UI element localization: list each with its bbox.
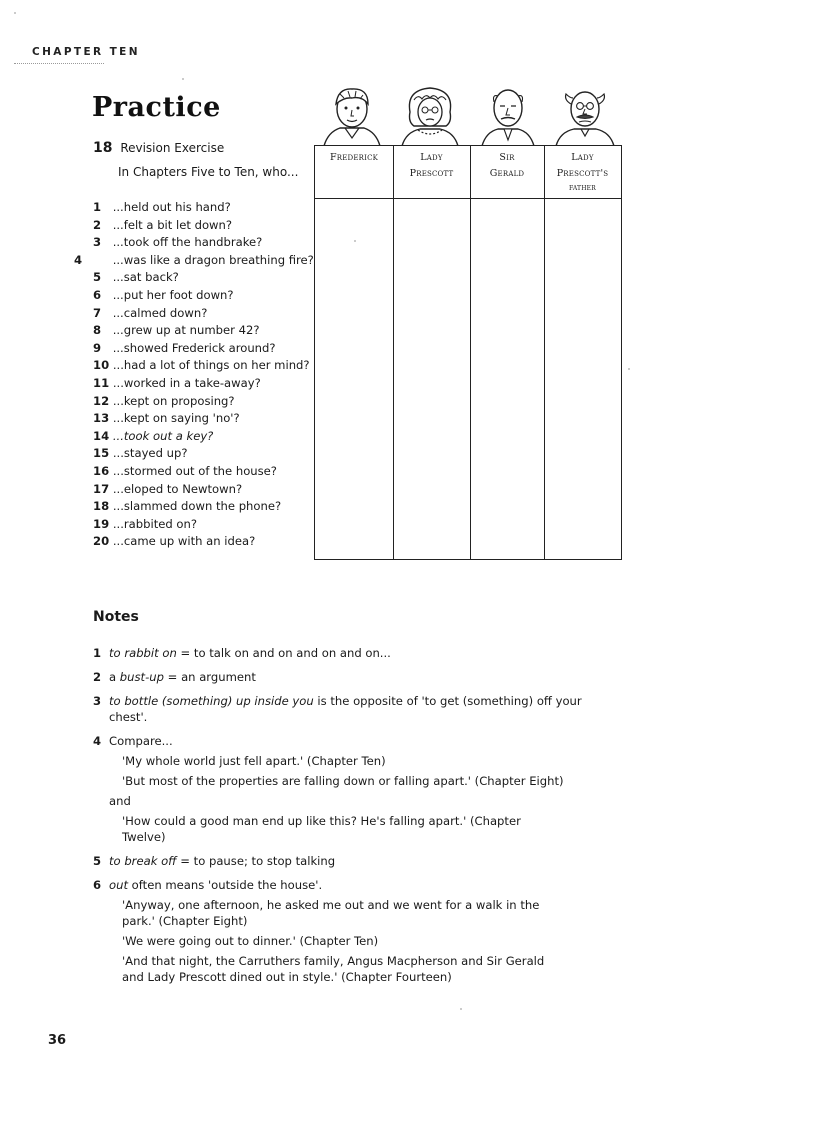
answer-cell-lady-prescott[interactable]: [394, 199, 470, 559]
answer-cell-sir-gerald[interactable]: [471, 199, 544, 559]
question-item: 3 ...took off the handbrake?: [93, 235, 263, 250]
question-item: 6 ...put her foot down?: [93, 287, 234, 302]
column-header-frederick: Frederick: [329, 152, 379, 163]
note-quote: 'But most of the properties are falling down or falling apart.' (Chapter Eight): [122, 774, 564, 788]
answer-cell-frederick[interactable]: [315, 199, 393, 559]
question-item: 19 ...rabbited on?: [93, 516, 198, 531]
note-item: 4 Compare... 'My whole world just fell apart.' (Chapter Ten) 'But most of the properties are falling down or falling apart.' (Chapter Eight) and 'How could a good man end up like this? He's falling apart.' (Chapter Twelve): [93, 733, 593, 845]
question-item: 7 ...calmed down?: [93, 305, 208, 320]
question-item: 17 ...eloped to Newtown?: [93, 481, 243, 496]
note-quote: 'And that night, the Carruthers family, Angus Macpherson and Sir Gerald and Lady Prescott dined out in style.' (Chapter Fourteen): [122, 954, 545, 984]
question-item: 11 ...worked in a take-away?: [93, 375, 261, 390]
note-item: 2 a bust-up = an argument: [93, 670, 256, 684]
question-list: [74, 199, 318, 551]
column-header-lady-prescott: Lady Prescott: [409, 152, 454, 179]
question-item: 15 ...stayed up?: [93, 446, 188, 461]
question-item: 8 ...grew up at number 42?: [93, 323, 260, 338]
note-quote: 'My whole world just fell apart.' (Chapter Ten): [122, 754, 386, 768]
column-header-sir-gerald: Sir Gerald: [489, 152, 525, 179]
question-item: 20 ...came up with an idea?: [93, 534, 256, 549]
exercise-intro: In Chapters Five to Ten, who...: [118, 165, 299, 179]
note-item: 1 to rabbit on = to talk on and on and on and on...: [93, 646, 391, 660]
character-portraits: [314, 82, 622, 146]
scan-speck: [354, 240, 356, 242]
question-item: 5 ...sat back?: [93, 270, 179, 285]
question-item: 2 ...felt a bit let down?: [93, 217, 233, 232]
note-item: 6 out often means 'outside the house'. 'Anyway, one afternoon, he asked me out and we went for a walk in the park.' (Chapter Eight) 'We were going out to dinner.' (Chapter Ten) 'And that night, the Carruthers family, Angus Macpherson and Sir Gerald and Lady Prescott dined out in style.' (Chapter Fourteen): [93, 877, 593, 985]
page-number: 36: [48, 1033, 67, 1048]
lady-prescotts-father-portrait-illustration: [550, 82, 620, 146]
question-item: 13 ...kept on saying 'no'?: [93, 411, 240, 426]
answer-cell-lady-prescotts-father[interactable]: [545, 199, 621, 559]
header-divider: [14, 63, 104, 65]
notes-title: Notes: [93, 609, 139, 625]
question-item: 1 ...held out his hand?: [93, 200, 231, 214]
scan-speck: [460, 1008, 462, 1010]
exercise-heading: [93, 140, 224, 156]
note-item: 5 to break off = to pause; to stop talking: [93, 854, 336, 868]
chapter-header: CHAPTER TEN: [32, 46, 140, 58]
scan-speck: [14, 12, 16, 14]
note-quote: 'Anyway, one afternoon, he asked me out and we went for a walk in the park.' (Chapter Eight): [122, 898, 540, 928]
frederick-portrait-illustration: [318, 82, 386, 146]
question-item: 16 ...stormed out of the house?: [93, 463, 277, 478]
note-item: 3 to bottle (something) up inside you is the opposite of 'to get (something) off your chest'.: [93, 694, 582, 724]
note-connector: and: [109, 794, 131, 808]
scan-speck: [628, 368, 630, 370]
exercise-name: Revision Exercise: [120, 141, 225, 155]
exercise-number: 18: [93, 140, 113, 156]
page-title: Practice: [92, 92, 221, 123]
answer-grid: [314, 145, 622, 560]
scan-speck: [182, 78, 184, 80]
question-item: 10 ...had a lot of things on her mind?: [93, 358, 310, 373]
question-item: 18 ...slammed down the phone?: [93, 499, 282, 514]
question-item: 12 ...kept on proposing?: [93, 393, 235, 408]
note-quote: 'How could a good man end up like this? He's falling apart.' (Chapter Twelve): [122, 814, 521, 844]
sir-gerald-portrait-illustration: [474, 82, 542, 146]
lady-prescott-portrait-illustration: [396, 82, 464, 146]
notes-list: [93, 645, 593, 993]
question-item: 14 ...took out a key?: [93, 428, 214, 443]
column-header-lady-prescotts-father: Lady Prescott's father: [556, 152, 609, 193]
question-item: 4 ...was like a dragon breathing fire?: [74, 252, 314, 267]
question-item: 9 ...showed Frederick around?: [93, 340, 276, 355]
note-quote: 'We were going out to dinner.' (Chapter Ten): [122, 934, 379, 948]
